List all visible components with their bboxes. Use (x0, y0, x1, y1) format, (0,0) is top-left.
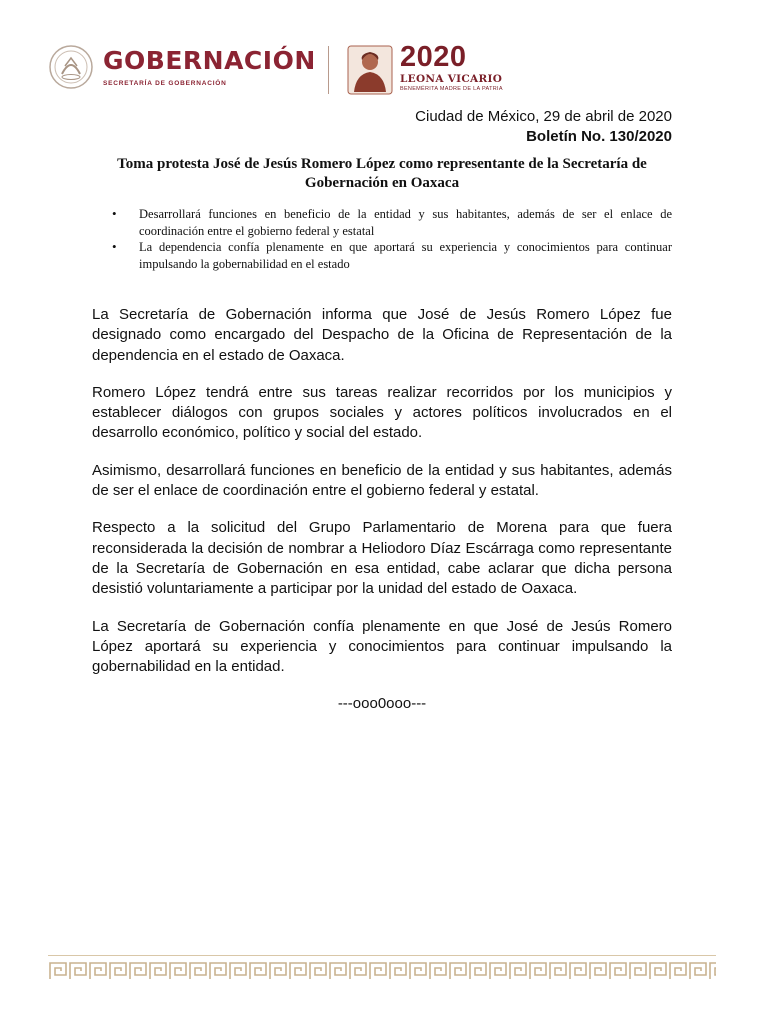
summary-bullets (112, 206, 672, 272)
closing-mark: ---ooo0ooo--- (337, 695, 427, 713)
year-2020: 2020 (400, 41, 467, 73)
summary-bullet: • Desarrollará funciones en beneficio de la entidad y sus habitantes, además de ser el enlace de coordinación entre el gobierno federal y estatal (112, 206, 672, 239)
letterhead (48, 40, 508, 102)
press-release-body (92, 305, 672, 732)
body-paragraph: Respecto a la solicitud del Grupo Parlamentario de Morena para que fuera reconsiderada la decisión de nombrar a Heliodoro Díaz Escárraga como representante de la Secretaría de Gobernación en esa entidad, cabe aclarar que dicha persona desistió voluntariamente a participar por la unidad del estado de Oaxaca. (92, 519, 672, 598)
dateline (415, 107, 672, 147)
summary-bullet: • La dependencia confía plenamente en que aportará su experiencia y conocimientos para continuar impulsando la gobernabilidad en el estado (112, 239, 672, 272)
body-paragraph: La Secretaría de Gobernación informa que José de Jesús Romero López fue designado como encargado del Despacho de la Oficina de Representación de la dependencia en el estado de Oaxaca. (92, 306, 672, 364)
year-dedication-name: LEONA VICARIO (400, 73, 503, 85)
bulletin-number: Boletín No. 130/2020 (526, 128, 672, 145)
body-paragraph: Romero López tendrá entre sus tareas realizar recorridos por los municipios y establecer diálogos con grupos sociales y actores políticos involucrados en el desarrollo económico, político y social del estado. (92, 383, 672, 442)
leona-vicario-portrait-icon (346, 44, 394, 96)
body-paragraph: Asimismo, desarrollará funciones en beneficio de la entidad y sus habitantes, además de ser el enlace de coordinación entre el gobierno federal y estatal. (92, 461, 672, 500)
press-release-title: Toma protesta José de Jesús Romero López como representante de la Secretaría de Gobernación en Oaxaca (117, 156, 647, 191)
header-divider (328, 46, 329, 94)
greek-fret-border-icon (48, 961, 716, 981)
body-paragraph: La Secretaría de Gobernación confía plenamente en que José de Jesús Romero López aportará su experiencia y conocimientos para continuar impulsando la gobernabilidad en la entidad. (92, 617, 672, 676)
place-date: Ciudad de México, 29 de abril de 2020 (415, 108, 672, 125)
footer-divider (48, 955, 716, 956)
org-name: GOBERNACIÓN (103, 46, 316, 75)
org-subtitle: SECRETARÍA DE GOBERNACIÓN (103, 80, 227, 87)
mexico-coat-of-arms-icon (48, 44, 94, 90)
year-dedication-subtitle: BENEMÉRITA MADRE DE LA PATRIA (400, 86, 503, 92)
